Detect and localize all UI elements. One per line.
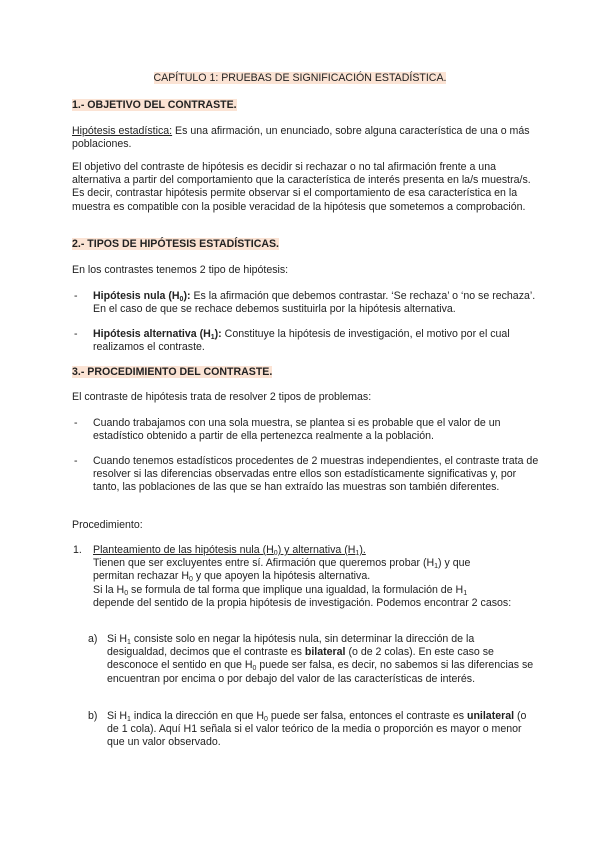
bullet-dash: -: [74, 290, 78, 302]
step-1-line: Tienen que ser excluyentes entre sí. Afirmación que queremos probar $(H_1)$ y que: [93, 557, 471, 571]
definition-paragraph: Hipótesis estadística: Es una afirmación, un enunciado, sobre alguna característica de una o más poblaciones.: [72, 125, 530, 151]
step-number: 1.: [73, 544, 82, 556]
null-hypothesis-item: Hipótesis nula $(H_0)$: Es la afirmación que debemos contrastar. ‘Se rechaza’ o ‘no se rechaza’. En el caso de que se rechace debemos sustituirla por la hipótesis alternativa.: [93, 290, 536, 316]
bullet-dash: -: [74, 455, 78, 467]
alternative-hypothesis-item: Hipótesis alternativa $(H_1)$: Constituye la hipótesis de investigación, el motivo por el cual realizamos el contraste.: [93, 328, 510, 354]
problem-one-sample: Cuando trabajamos con una sola muestra, se plantea si es probable que el valor de un estadístico obtenido a partir de ella pertenezca realmente a la población.: [93, 417, 501, 443]
section-1-heading: 1.- OBJETIVO DEL CONTRASTE.: [72, 99, 237, 111]
problem-two-samples: Cuando tenemos estadísticos procedentes de 2 muestras independientes, el contraste trata de resolver si las diferencias observadas entre ellos son estadísticamente significativas y, por tanto, las poblaciones de las que se han extraído las muestras son también diferentes.: [93, 455, 539, 494]
section-2-heading: 2.- TIPOS DE HIPÓTESIS ESTADÍSTICAS.: [72, 238, 280, 250]
case-b-unilateral: Si $H_1$ indica la dirección en que $H_0$ puede ser falsa, entonces el contraste es unilateral (o de 1 cola). Aquí H1 señala si el valor teórico de la media o proporción es mayor o menor que un valor observado.: [107, 710, 527, 749]
case-a-marker: a): [88, 633, 98, 645]
case-b-marker: b): [88, 710, 98, 722]
section-3-heading: 3.- PROCEDIMIENTO DEL CONTRASTE.: [72, 366, 273, 378]
bullet-dash: -: [74, 417, 78, 429]
hypothesis-types-intro: En los contrastes tenemos 2 tipo de hipótesis:: [72, 264, 289, 276]
step-1-line: depende del sentido de la propia hipótesis de investigación. Podemos encontrar 2 casos:: [93, 596, 512, 609]
step-1-body: [93, 544, 541, 610]
step-1-title: Planteamiento de las hipótesis nula $(H_0)$ y alternativa $(H_1)$.: [93, 544, 366, 557]
bullet-dash: -: [74, 328, 78, 340]
chapter-title: CAPÍTULO 1: PRUEBAS DE SIGNIFICACIÓN ESTADÍSTICA.: [153, 72, 447, 84]
procedure-intro: El contraste de hipótesis trata de resolver 2 tipos de problemas:: [72, 391, 372, 403]
case-a-bilateral: Si $H_1$ consiste solo en negar la hipótesis nula, sin determinar la dirección de la desigualdad, decimos que el contraste es bilateral (o de 2 colas). En este caso se desconoce el sentido en que $H_0$ puede ser falsa, es decir, no sabemos si las diferencias se encuentran por encima o por debajo del valor de las características de interés.: [107, 633, 534, 685]
procedure-label: Procedimiento:: [72, 519, 143, 531]
step-1-line: Si la $H_0$ se formula de tal forma que implique una igualdad, la formulación de $H_1$: [93, 583, 468, 597]
objective-paragraph: El objetivo del contraste de hipótesis es decidir si rechazar o no tal afirmación frente a una alternativa a partir del comportamiento que la característica de interés presenta en la/s muestra/s. Es decir, contrastar hipótesis permite observar si el comportamiento de esa característica en la muestra es compatible con la posible veracidad de la hipótesis que sometemos a comprobación.: [72, 161, 531, 213]
step-1-line: permitan rechazar $H_0$ y que apoyen la hipótesis alternativa.: [93, 570, 371, 584]
